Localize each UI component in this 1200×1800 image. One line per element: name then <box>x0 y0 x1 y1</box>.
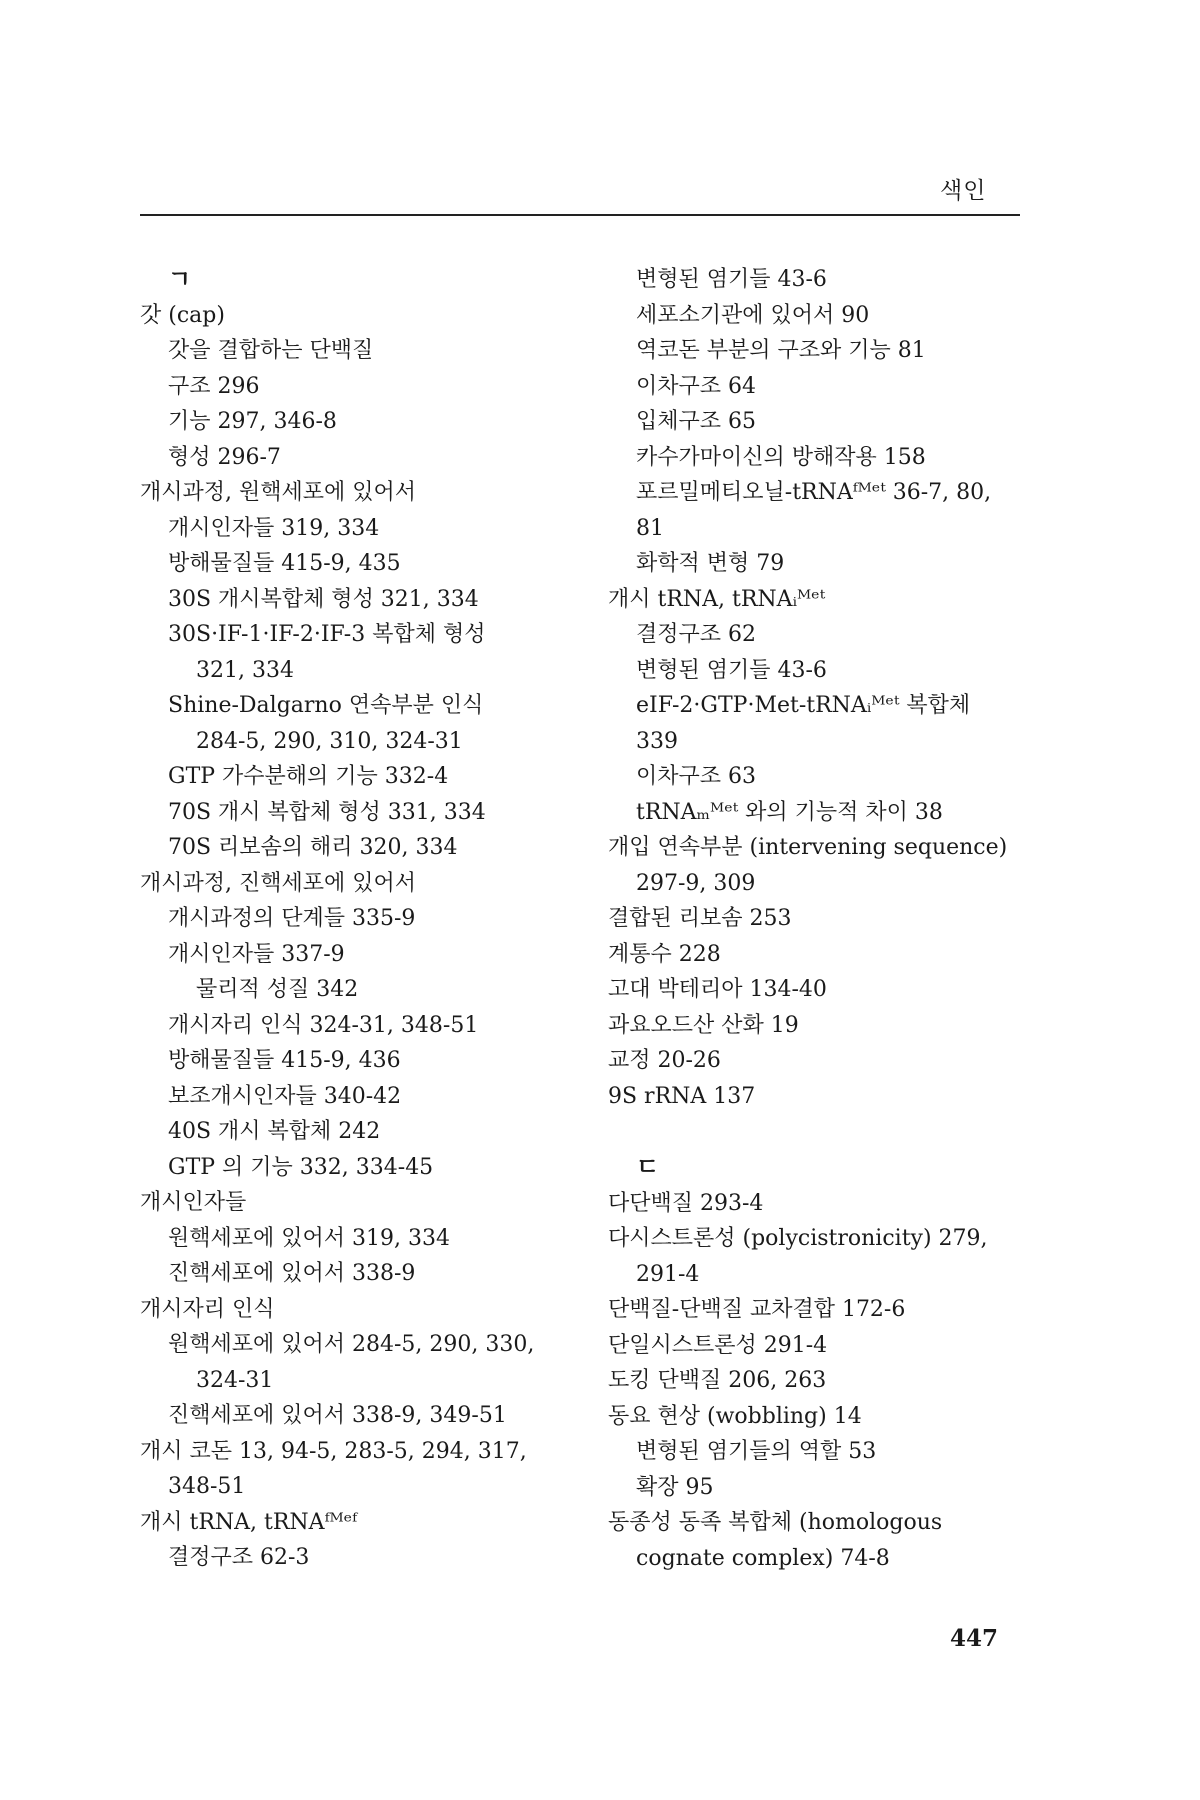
index-entry: 이차구조 64 <box>636 373 756 399</box>
right-entries-bottom <box>608 1186 1038 1577</box>
index-entry: 세포소기관에 있어서 90 <box>636 302 870 328</box>
index-entry: 고대 박테리아 134-40 <box>608 977 827 1002</box>
index-entry: 30S 개시복합체 형성 321, 334 <box>168 586 479 612</box>
index-column-left <box>140 262 560 1576</box>
index-entry: 원핵세포에 있어서 319, 334 <box>168 1225 450 1251</box>
header-rule <box>140 214 1020 216</box>
index-entry: 개시과정, 진핵세포에 있어서 <box>140 870 417 896</box>
index-entry: tRNAₘᴹᵉᵗ 와의 기능적 차이 38 <box>636 799 943 825</box>
index-entry: Shine-Dalgarno 연속부분 인식 <box>168 693 484 718</box>
index-entry: 개시인자들 <box>140 1190 247 1215</box>
index-entry: 348-51 <box>168 1474 246 1499</box>
index-entry: 다단백질 293-4 <box>608 1190 764 1216</box>
index-entry: 구조 296 <box>168 373 260 399</box>
index-entry: 개시인자들 337-9 <box>168 941 345 967</box>
index-entry: 계통수 228 <box>608 941 721 967</box>
index-entry: 입체구조 65 <box>636 409 756 434</box>
index-entry: 339 <box>636 728 678 754</box>
section-letter-giyeok: ㄱ <box>168 265 192 293</box>
index-entry: 81 <box>636 515 664 541</box>
page-number: 447 <box>950 1625 999 1652</box>
index-entry: 개시 코돈 13, 94-5, 283-5, 294, 317, <box>140 1438 527 1464</box>
index-entry: cognate complex) 74-8 <box>636 1545 890 1571</box>
index-entry: 변형된 염기들 43-6 <box>636 267 827 292</box>
index-entry: 진핵세포에 있어서 338-9 <box>168 1261 416 1286</box>
index-entry: 291-4 <box>636 1261 700 1287</box>
index-entry: 70S 개시 복합체 형성 331, 334 <box>168 799 486 825</box>
index-entry: 결정구조 62 <box>636 622 756 647</box>
index-entry: 변형된 염기들 43-6 <box>636 657 827 683</box>
index-entry: 개입 연속부분 (intervening sequence) <box>608 835 1008 860</box>
index-entry: 방해물질들 415-9, 436 <box>168 1048 401 1073</box>
index-entry: 포르밀메티오닐-tRNAᶠᴹᵉᵗ 36-7, 80, <box>636 480 992 505</box>
index-entry: eIF-2·GTP·Met-tRNAᵢᴹᵉᵗ 복합체 <box>636 693 971 718</box>
index-entry: 동요 현상 (wobbling) 14 <box>608 1403 862 1429</box>
index-entry: 297-9, 309 <box>636 870 756 896</box>
index-entry: 30S·IF-1·IF-2·IF-3 복합체 형성 <box>168 622 486 647</box>
index-entry: GTP 가수분해의 기능 332-4 <box>168 764 449 789</box>
index-entry: 보조개시인자들 340-42 <box>168 1083 402 1109</box>
index-entry: 확장 95 <box>636 1474 714 1500</box>
index-entry: 284-5, 290, 310, 324-31 <box>196 728 463 754</box>
index-entry: 화학적 변형 79 <box>636 551 785 576</box>
index-entry: 개시인자들 319, 334 <box>168 515 380 541</box>
index-entry: 개시 tRNA, tRNAᵢᴹᵉᵗ <box>608 586 826 612</box>
index-entry: 40S 개시 복합체 242 <box>168 1119 381 1144</box>
index-entry: 개시과정, 원핵세포에 있어서 <box>140 480 417 505</box>
index-entry: 방해물질들 415-9, 435 <box>168 551 401 576</box>
index-entry: 도킹 단백질 206, 263 <box>608 1368 827 1393</box>
index-entry: 이차구조 63 <box>636 764 756 789</box>
index-entry: 321, 334 <box>196 657 294 683</box>
index-entry: 개시자리 인식 <box>140 1296 275 1322</box>
index-entry: 단백질-단백질 교차결합 172-6 <box>608 1297 906 1322</box>
index-entry: 324-31 <box>196 1367 274 1393</box>
index-entry: 단일시스트론성 291-4 <box>608 1332 828 1358</box>
index-entry: 변형된 염기들의 역할 53 <box>636 1439 877 1464</box>
index-entry: 동종성 동족 복합체 (homologous <box>608 1510 943 1535</box>
index-entry: 역코돈 부분의 구조와 기능 81 <box>636 338 926 363</box>
index-entry: 개시자리 인식 324-31, 348-51 <box>168 1012 479 1038</box>
section-gap <box>608 1114 1038 1150</box>
index-column-right <box>608 262 1038 1576</box>
index-entry: 갓 (cap) <box>140 302 225 328</box>
index-entry: 원핵세포에 있어서 284-5, 290, 330, <box>168 1332 535 1357</box>
right-entries-top <box>608 262 1038 1114</box>
index-entry: 개시과정의 단계들 335-9 <box>168 906 416 931</box>
index-entry: 70S 리보솜의 해리 320, 334 <box>168 835 458 860</box>
index-entry: 교정 20-26 <box>608 1048 721 1073</box>
left-entries <box>140 298 560 1576</box>
index-entry: GTP 의 기능 332, 334-45 <box>168 1154 434 1180</box>
index-entry: 기능 297, 346-8 <box>168 409 337 434</box>
index-entry: 진핵세포에 있어서 338-9, 349-51 <box>168 1403 507 1428</box>
section-letter-digeut: ㄷ <box>636 1153 660 1181</box>
index-entry: 갓을 결합하는 단백질 <box>168 338 374 363</box>
index-entry: 과요오드산 산화 19 <box>608 1012 799 1038</box>
index-entry: 다시스트론성 (polycistronicity) 279, <box>608 1226 988 1251</box>
index-entry: 9S rRNA 137 <box>608 1083 756 1109</box>
page-header-title: 색인 <box>940 178 987 204</box>
index-entry: 개시 tRNA, tRNAᶠᴹᵉᶠ <box>140 1509 358 1535</box>
index-entry: 결합된 리보솜 253 <box>608 906 792 931</box>
index-entry: 카수가마이신의 방해작용 158 <box>636 444 926 470</box>
index-entry: 물리적 성질 342 <box>196 977 359 1002</box>
index-entry: 결정구조 62-3 <box>168 1545 310 1570</box>
index-entry: 형성 296-7 <box>168 444 281 470</box>
